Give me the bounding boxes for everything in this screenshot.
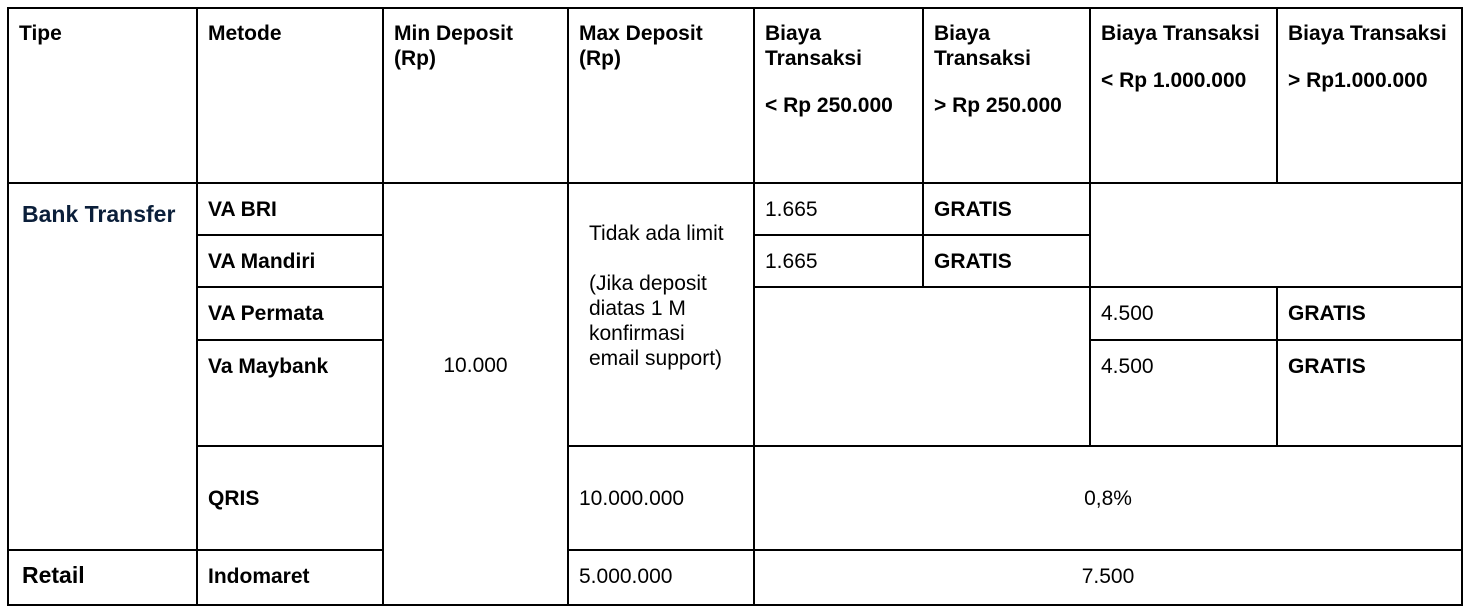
deposit-fee-table [7,7,1463,606]
fee-lt-250k-mandiri: 1.665 [754,235,923,287]
header-fee-title: Biaya Transaksi [1288,22,1447,45]
max-deposit-indomaret: 5.000.000 [568,550,754,605]
header-fee-title: Biaya Transaksi [1101,22,1260,45]
metode-qris: QRIS [197,446,383,550]
max-deposit-qris: 10.000.000 [568,446,754,550]
header-fee-title: Biaya Transaksi [934,22,1031,70]
metode-va-mandiri: VA Mandiri [197,235,383,287]
header-fee-lt-1m [1090,8,1277,183]
header-row [8,8,1462,183]
fee-qris: 0,8% [754,446,1462,550]
header-fee-range: > Rp 250.000 [934,94,1062,117]
header-fee-range: > Rp1.000.000 [1288,69,1428,92]
no-limit-text: Tidak ada limit [589,222,724,245]
tipe-bank-transfer: Bank Transfer [8,183,197,550]
fee-gt-1m-maybank: GRATIS [1277,340,1462,446]
header-max-deposit: Max Deposit (Rp) [568,8,754,183]
header-fee-range: < Rp 1.000.000 [1101,69,1247,92]
fee-gt-1m-permata: GRATIS [1277,287,1462,340]
max-deposit-no-limit [568,183,754,446]
fee-lt-1m-maybank: 4.500 [1090,340,1277,446]
fee-indomaret: 7.500 [754,550,1462,605]
empty-cell [1090,183,1462,287]
header-min-deposit: Min Deposit (Rp) [383,8,568,183]
header-fee-title: Biaya Transaksi [765,22,862,70]
fee-gt-250k-mandiri: GRATIS [923,235,1090,287]
min-deposit-value: 10.000 [383,183,568,605]
header-fee-gt-250k [923,8,1090,183]
fee-gt-250k-bri: GRATIS [923,183,1090,235]
fee-table-container [7,7,1463,606]
metode-va-bri: VA BRI [197,183,383,235]
table-row [8,183,1462,235]
tipe-retail: Retail [8,550,197,605]
metode-indomaret: Indomaret [197,550,383,605]
header-metode: Metode [197,8,383,183]
table-row [8,550,1462,605]
fee-lt-250k-bri: 1.665 [754,183,923,235]
header-tipe: Tipe [8,8,197,183]
header-fee-lt-250k [754,8,923,183]
header-fee-gt-1m [1277,8,1462,183]
fee-lt-1m-permata: 4.500 [1090,287,1277,340]
metode-va-maybank: Va Maybank [197,340,383,446]
header-fee-range: < Rp 250.000 [765,94,893,117]
limit-note-text: (Jika deposit diatas 1 M konfirmasi email support) [589,272,723,370]
table-row [8,446,1462,550]
metode-va-permata: VA Permata [197,287,383,340]
empty-cell [754,287,1090,446]
